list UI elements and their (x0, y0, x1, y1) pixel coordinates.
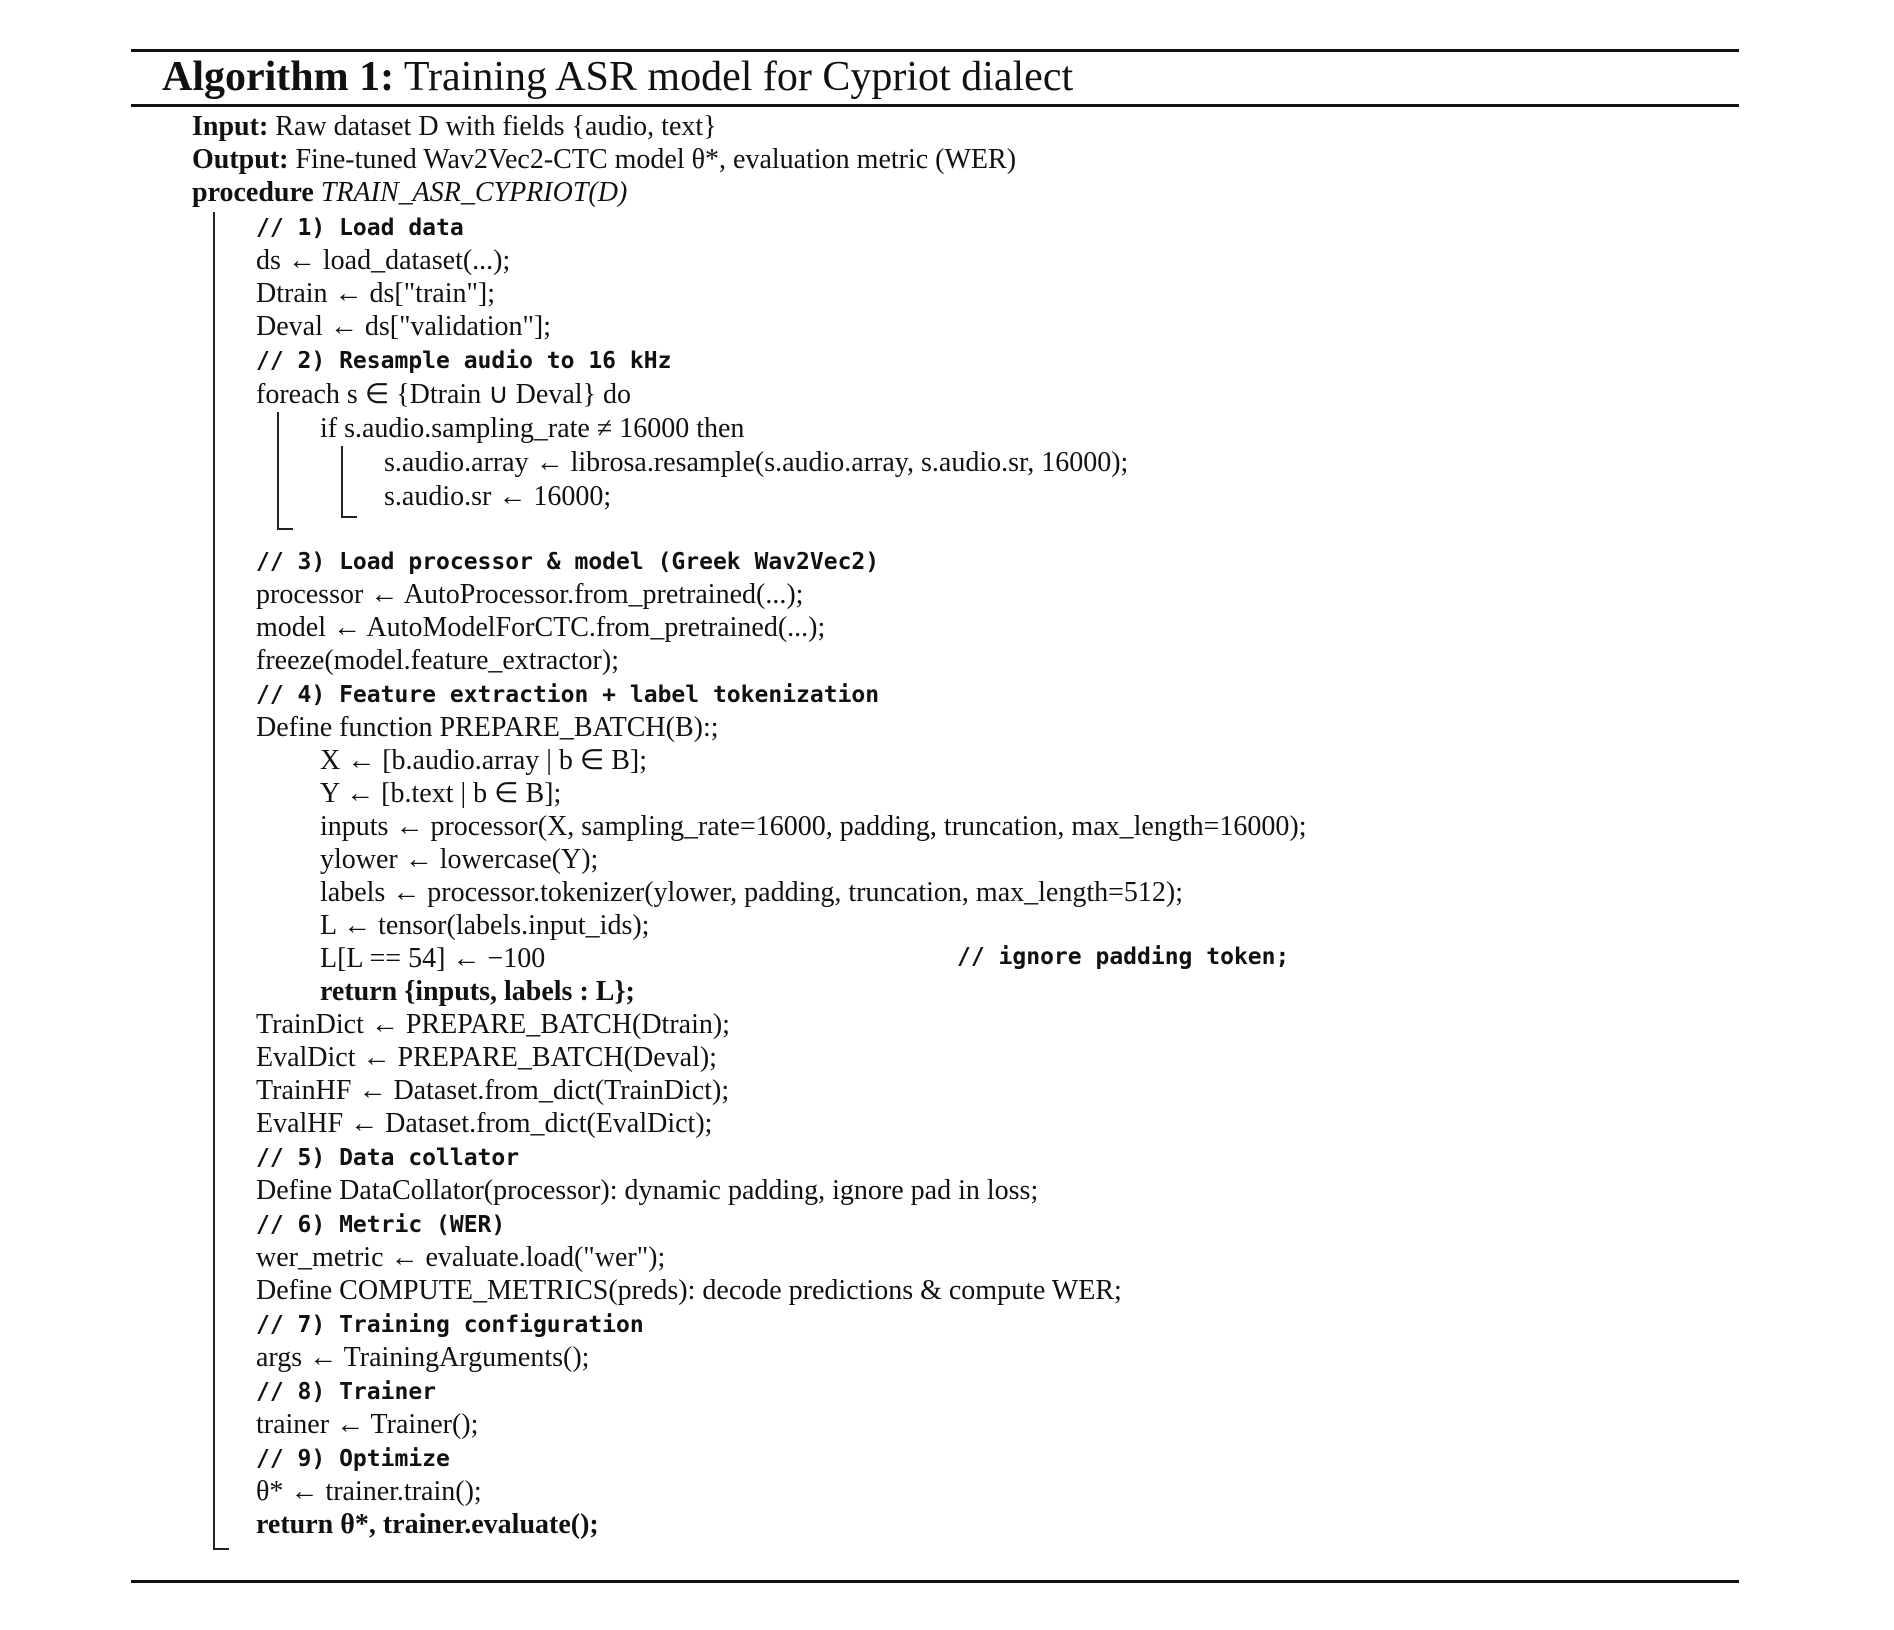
foreach-block-end (277, 528, 293, 530)
comment-data-collator: // 5) Data collator (256, 1145, 520, 1171)
code-line: wer_metric ← evaluate.load("wer"); (256, 1242, 666, 1273)
inline-comment: // ignore padding token; (957, 944, 1290, 970)
final-return-line: return θ*, trainer.evaluate(); (256, 1509, 599, 1540)
code-line: model ← AutoModelForCTC.from_pretrained(...); (256, 612, 826, 643)
algorithm-number: Algorithm 1: (162, 54, 395, 100)
code-line: ylower ← lowercase(Y); (320, 844, 599, 875)
code-line: L ← tensor(labels.input_ids); (320, 910, 650, 941)
comment-metric: // 6) Metric (WER) (256, 1212, 506, 1238)
code-line: Deval ← ds["validation"]; (256, 311, 552, 342)
procedure-block-bar (213, 212, 215, 1548)
procedure-name: TRAIN_ASR_CYPRIOT(D) (313, 177, 628, 208)
code-line: Y ← [b.text | b ∈ B]; (320, 778, 562, 809)
bottom-rule (131, 1580, 1739, 1583)
output-line (192, 143, 1016, 177)
input-line (192, 110, 717, 144)
algorithm-caption: Training ASR model for Cypriot dialect (394, 54, 1074, 100)
output-label: Output: (192, 144, 289, 175)
code-line: θ* ← trainer.train(); (256, 1476, 482, 1507)
code-line: args ← TrainingArguments(); (256, 1342, 590, 1373)
return-line: return {inputs, labels : L}; (320, 976, 635, 1007)
code-line: X ← [b.audio.array | b ∈ B]; (320, 745, 648, 776)
comment-feature-extraction: // 4) Feature extraction + label tokenization (256, 682, 880, 708)
code-line: freeze(model.feature_extractor); (256, 645, 619, 676)
procedure-block-end (213, 1548, 229, 1550)
code-line: EvalHF ← Dataset.from_dict(EvalDict); (256, 1108, 713, 1139)
comment-load-processor: // 3) Load processor & model (Greek Wav2Vec2) (256, 549, 880, 575)
comment-training-config: // 7) Training configuration (256, 1312, 644, 1338)
algorithm-title (162, 50, 1073, 104)
code-line: Dtrain ← ds["train"]; (256, 278, 496, 309)
code-line: EvalDict ← PREPARE_BATCH(Deval); (256, 1042, 717, 1073)
code-line: s.audio.array ← librosa.resample(s.audio.array, s.audio.sr, 16000); (384, 447, 1129, 478)
title-rule (131, 104, 1739, 107)
code-line: TrainDict ← PREPARE_BATCH(Dtrain); (256, 1009, 730, 1040)
comment-trainer: // 8) Trainer (256, 1379, 437, 1405)
foreach-block-bar (277, 412, 279, 528)
code-line: Define function PREPARE_BATCH(B):; (256, 712, 719, 743)
code-line: Define COMPUTE_METRICS(preds): decode predictions & compute WER; (256, 1275, 1122, 1306)
code-line: processor ← AutoProcessor.from_pretrained(...); (256, 579, 804, 610)
comment-load-data: // 1) Load data (256, 215, 464, 241)
procedure-line (192, 176, 627, 210)
code-line: L[L == 54] ← −100 (320, 943, 546, 974)
comment-resample: // 2) Resample audio to 16 kHz (256, 348, 672, 374)
code-line: TrainHF ← Dataset.from_dict(TrainDict); (256, 1075, 730, 1106)
procedure-keyword: procedure (192, 177, 314, 208)
comment-optimize: // 9) Optimize (256, 1446, 450, 1472)
if-block-end (341, 516, 357, 518)
foreach-line: foreach s ∈ {Dtrain ∪ Deval} do (256, 379, 631, 410)
code-line: s.audio.sr ← 16000; (384, 481, 612, 512)
code-line: ds ← load_dataset(...); (256, 245, 511, 276)
code-line: inputs ← processor(X, sampling_rate=16000, padding, truncation, max_length=16000); (320, 811, 1307, 842)
code-line: Define DataCollator(processor): dynamic padding, ignore pad in loss; (256, 1175, 1039, 1206)
if-block-bar (341, 446, 343, 516)
code-line: trainer ← Trainer(); (256, 1409, 479, 1440)
input-text: Raw dataset D with fields {audio, text} (268, 111, 717, 142)
if-line: if s.audio.sampling_rate ≠ 16000 then (320, 413, 745, 444)
input-label: Input: (192, 111, 269, 142)
code-line: labels ← processor.tokenizer(ylower, padding, truncation, max_length=512); (320, 877, 1183, 908)
output-text: Fine-tuned Wav2Vec2-CTC model θ*, evaluation metric (WER) (288, 144, 1017, 175)
